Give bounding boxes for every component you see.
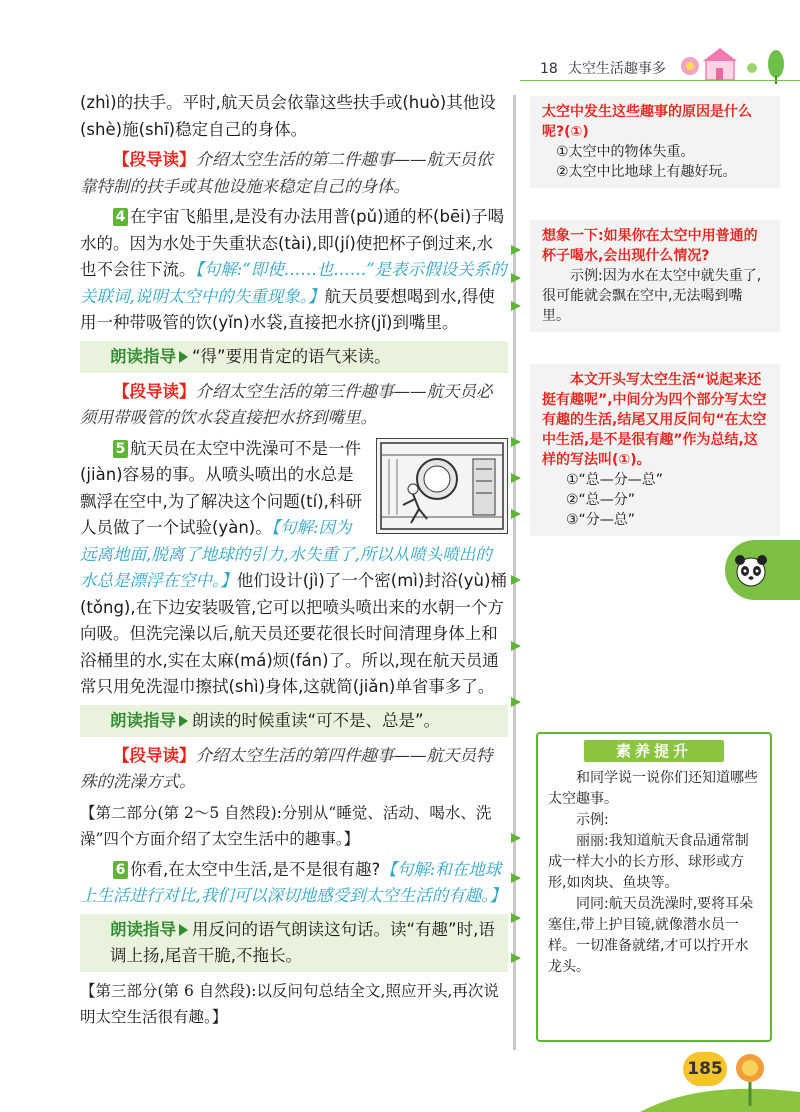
illustration-image [377, 439, 507, 533]
sidebar-question-1 [530, 96, 780, 188]
reading-guide [80, 341, 508, 373]
section-guide [80, 379, 508, 432]
part-summary: 【第二部分(第 2～5 自然段):分别从“睡觉、活动、喝水、洗澡”四个方面介绍了太空生活中的趣事。】 [80, 803, 492, 848]
pointer-arrow-icon [509, 300, 521, 312]
reading-guide [80, 705, 508, 737]
paragraph-number: 6 [113, 861, 128, 879]
pointer-arrow-icon [509, 912, 521, 924]
answer-option: ②“总—分” [566, 492, 636, 508]
pointer-arrow-icon [509, 872, 521, 884]
reading-guide-text: “得”要用肯定的语气来读。 [192, 346, 391, 366]
example-text: 丽丽:我知道航天食品通常制成一样大小的长方形、球形或方形,如肉块、鱼块等。 [548, 833, 749, 891]
guide-tag: 【段导读】 [113, 381, 196, 401]
question-text: 想象一下:如果你在太空中用普通的杯子喝水,会出现什么情况? [542, 228, 758, 264]
paragraph-continued: (zhì)的扶手。平时,航天员会依靠这些扶手或(huò)其他设(shè)施(shī)稳定自己的身体。 [80, 93, 496, 139]
section-guide [80, 743, 508, 796]
reading-guide-tag: 朗读指导 [110, 346, 176, 366]
prompt-text: 和同学说一说你们还知道哪些太空趣事。 [548, 770, 758, 807]
paragraph-number: 4 [113, 208, 128, 226]
pointer-arrow-icon [509, 640, 521, 652]
play-triangle-icon [179, 924, 188, 936]
example-label: 示例: [576, 812, 609, 828]
pointer-arrow-icon [509, 574, 521, 586]
reading-guide-text: 朗读的时候重读“可不是、总是”。 [192, 710, 441, 730]
guide-tag: 【段导读】 [113, 745, 196, 765]
sidebar-question-3 [530, 364, 780, 536]
reading-guide-tag: 朗读指导 [110, 710, 176, 730]
page-number: 185 [683, 1052, 727, 1086]
play-triangle-icon [179, 715, 188, 727]
question-box [530, 220, 780, 332]
example-text: 同同:航天员洗澡时,要将耳朵塞住,带上护目镜,就像潜水员一样。一切准备就绪,才可以拧开水龙头。 [548, 896, 754, 975]
paragraph-text: 你看,在太空中生活,是不是很有趣? [130, 859, 381, 879]
guide-tag: 【段导读】 [113, 150, 196, 169]
astronaut-shower-illustration [376, 438, 508, 534]
answer-option: ②太空中比地球上有趣好玩。 [556, 164, 737, 180]
column-divider [513, 95, 516, 1050]
question-box [530, 96, 780, 188]
box-title: 素养提升 [584, 740, 724, 762]
reading-guide [80, 914, 508, 972]
answer-option: ①“总—分—总” [566, 472, 664, 488]
question-box [530, 364, 780, 536]
box-body [538, 768, 770, 978]
reading-guide-text: 用反问的语气朗读这句话。读“有趣”时,语调上扬,尾音干脆,不拖长。 [110, 919, 495, 965]
sentence-note: 【句解:“即使……也……”是表示假设关系的关联词,说明太空中的失重现象。】 [80, 260, 507, 306]
pointer-arrow-icon [509, 696, 521, 708]
example-answer: 示例:因为水在太空中就失重了,很可能就会飘在空中,无法喝到嘴里。 [542, 268, 762, 324]
pointer-arrow-icon [509, 832, 521, 844]
header-rule [520, 80, 800, 81]
sentence-note: 【句解:因为远离地面,脱离了地球的引力,水失重了,所以从喷头喷出的水总是漂浮在空中。】 [80, 518, 492, 590]
sentence-note: 【句解:和在地球上生活进行对比,我们可以深切地感受到太空生活的有趣。】 [80, 859, 506, 905]
guide-text: 介绍太空生活的第三件趣事——航天员必须用带吸管的饮水袋直接把水挤到嘴里。 [80, 381, 493, 427]
paragraph-text: 航天员要想喝到水,得使用一种带吸管的饮(yǐn)水袋,直接把水挤(jǐ)到嘴里。 [80, 286, 495, 332]
panda-icon [731, 550, 771, 590]
pointer-arrow-icon [509, 508, 521, 520]
lesson-title: 太空生活趣事多 [567, 61, 666, 77]
pointer-arrow-icon [509, 244, 521, 256]
lesson-header [540, 58, 676, 78]
pointer-arrow-icon [509, 952, 521, 964]
paragraph-text: 航天员在太空中洗澡可不是一件(jiàn)容易的事。从喷头喷出的水总是飘浮在空中,为了解决这个问题(tí),科研人员做了一个试验(yàn)。 [80, 438, 362, 537]
paragraph-text: 他们设计(jì)了一个密(mì)封浴(yù)桶(tǒng),在下边安装吸管,它可以把喷头喷出来的水朝一个方向吸。但洗完澡以后,航天员还要花很长时间清理身体上和浴桶里的水,实在太麻(má)烦(fán)了。所以,现在航天员通常只用免洗湿巾擦拭(shì)身体,这就简(jiǎn)单省事多了。 [80, 571, 507, 696]
paragraph-6 [80, 857, 508, 910]
play-triangle-icon [179, 351, 188, 363]
reading-guide-tag: 朗读指导 [110, 919, 176, 939]
section-tab [725, 540, 800, 600]
pointer-arrow-icon [509, 272, 521, 284]
part-summary: 【第三部分(第 6 自然段):以反问句总结全文,照应开头,再次说明太空生活很有趣。】 [80, 981, 499, 1026]
literacy-enhancement-box [536, 732, 772, 1042]
question-text: 本文开头写太空生活“说起来还挺有趣呢”,中间分为四个部分写太空有趣的生活,结尾又用反问句“在太空中生活,是不是很有趣”作为总结,这样的写法叫(①)。 [542, 372, 767, 468]
section-guide [80, 147, 508, 200]
guide-text: 介绍太空生活的第二件趣事——航天员依靠特制的扶手或其他设施来稳定自己的身体。 [80, 150, 493, 196]
paragraph-number: 5 [113, 440, 128, 458]
main-column [80, 90, 508, 1031]
header-decoration-icon [676, 40, 796, 85]
question-text: 太空中发生这些趣事的原因是什么呢?(①) [542, 104, 752, 140]
lesson-number: 18 [540, 61, 558, 77]
page-header [0, 0, 800, 90]
paragraph-4 [80, 204, 508, 337]
answer-option: ③“分—总” [566, 512, 636, 528]
pointer-arrow-icon [509, 436, 521, 448]
page-number-area [640, 1040, 800, 1112]
paragraph-text: 在宇宙飞船里,是没有办法用普(pǔ)通的杯(bēi)子喝水的。因为水处于失重状态(tài),即(jí)使把杯子倒过来,水也不会往下流。 [80, 207, 505, 279]
sidebar-question-2 [530, 220, 780, 332]
pointer-arrow-icon [509, 472, 521, 484]
answer-option: ①太空中的物体失重。 [556, 144, 695, 160]
guide-text: 介绍太空生活的第四件趣事——航天员特殊的洗澡方式。 [80, 745, 493, 791]
